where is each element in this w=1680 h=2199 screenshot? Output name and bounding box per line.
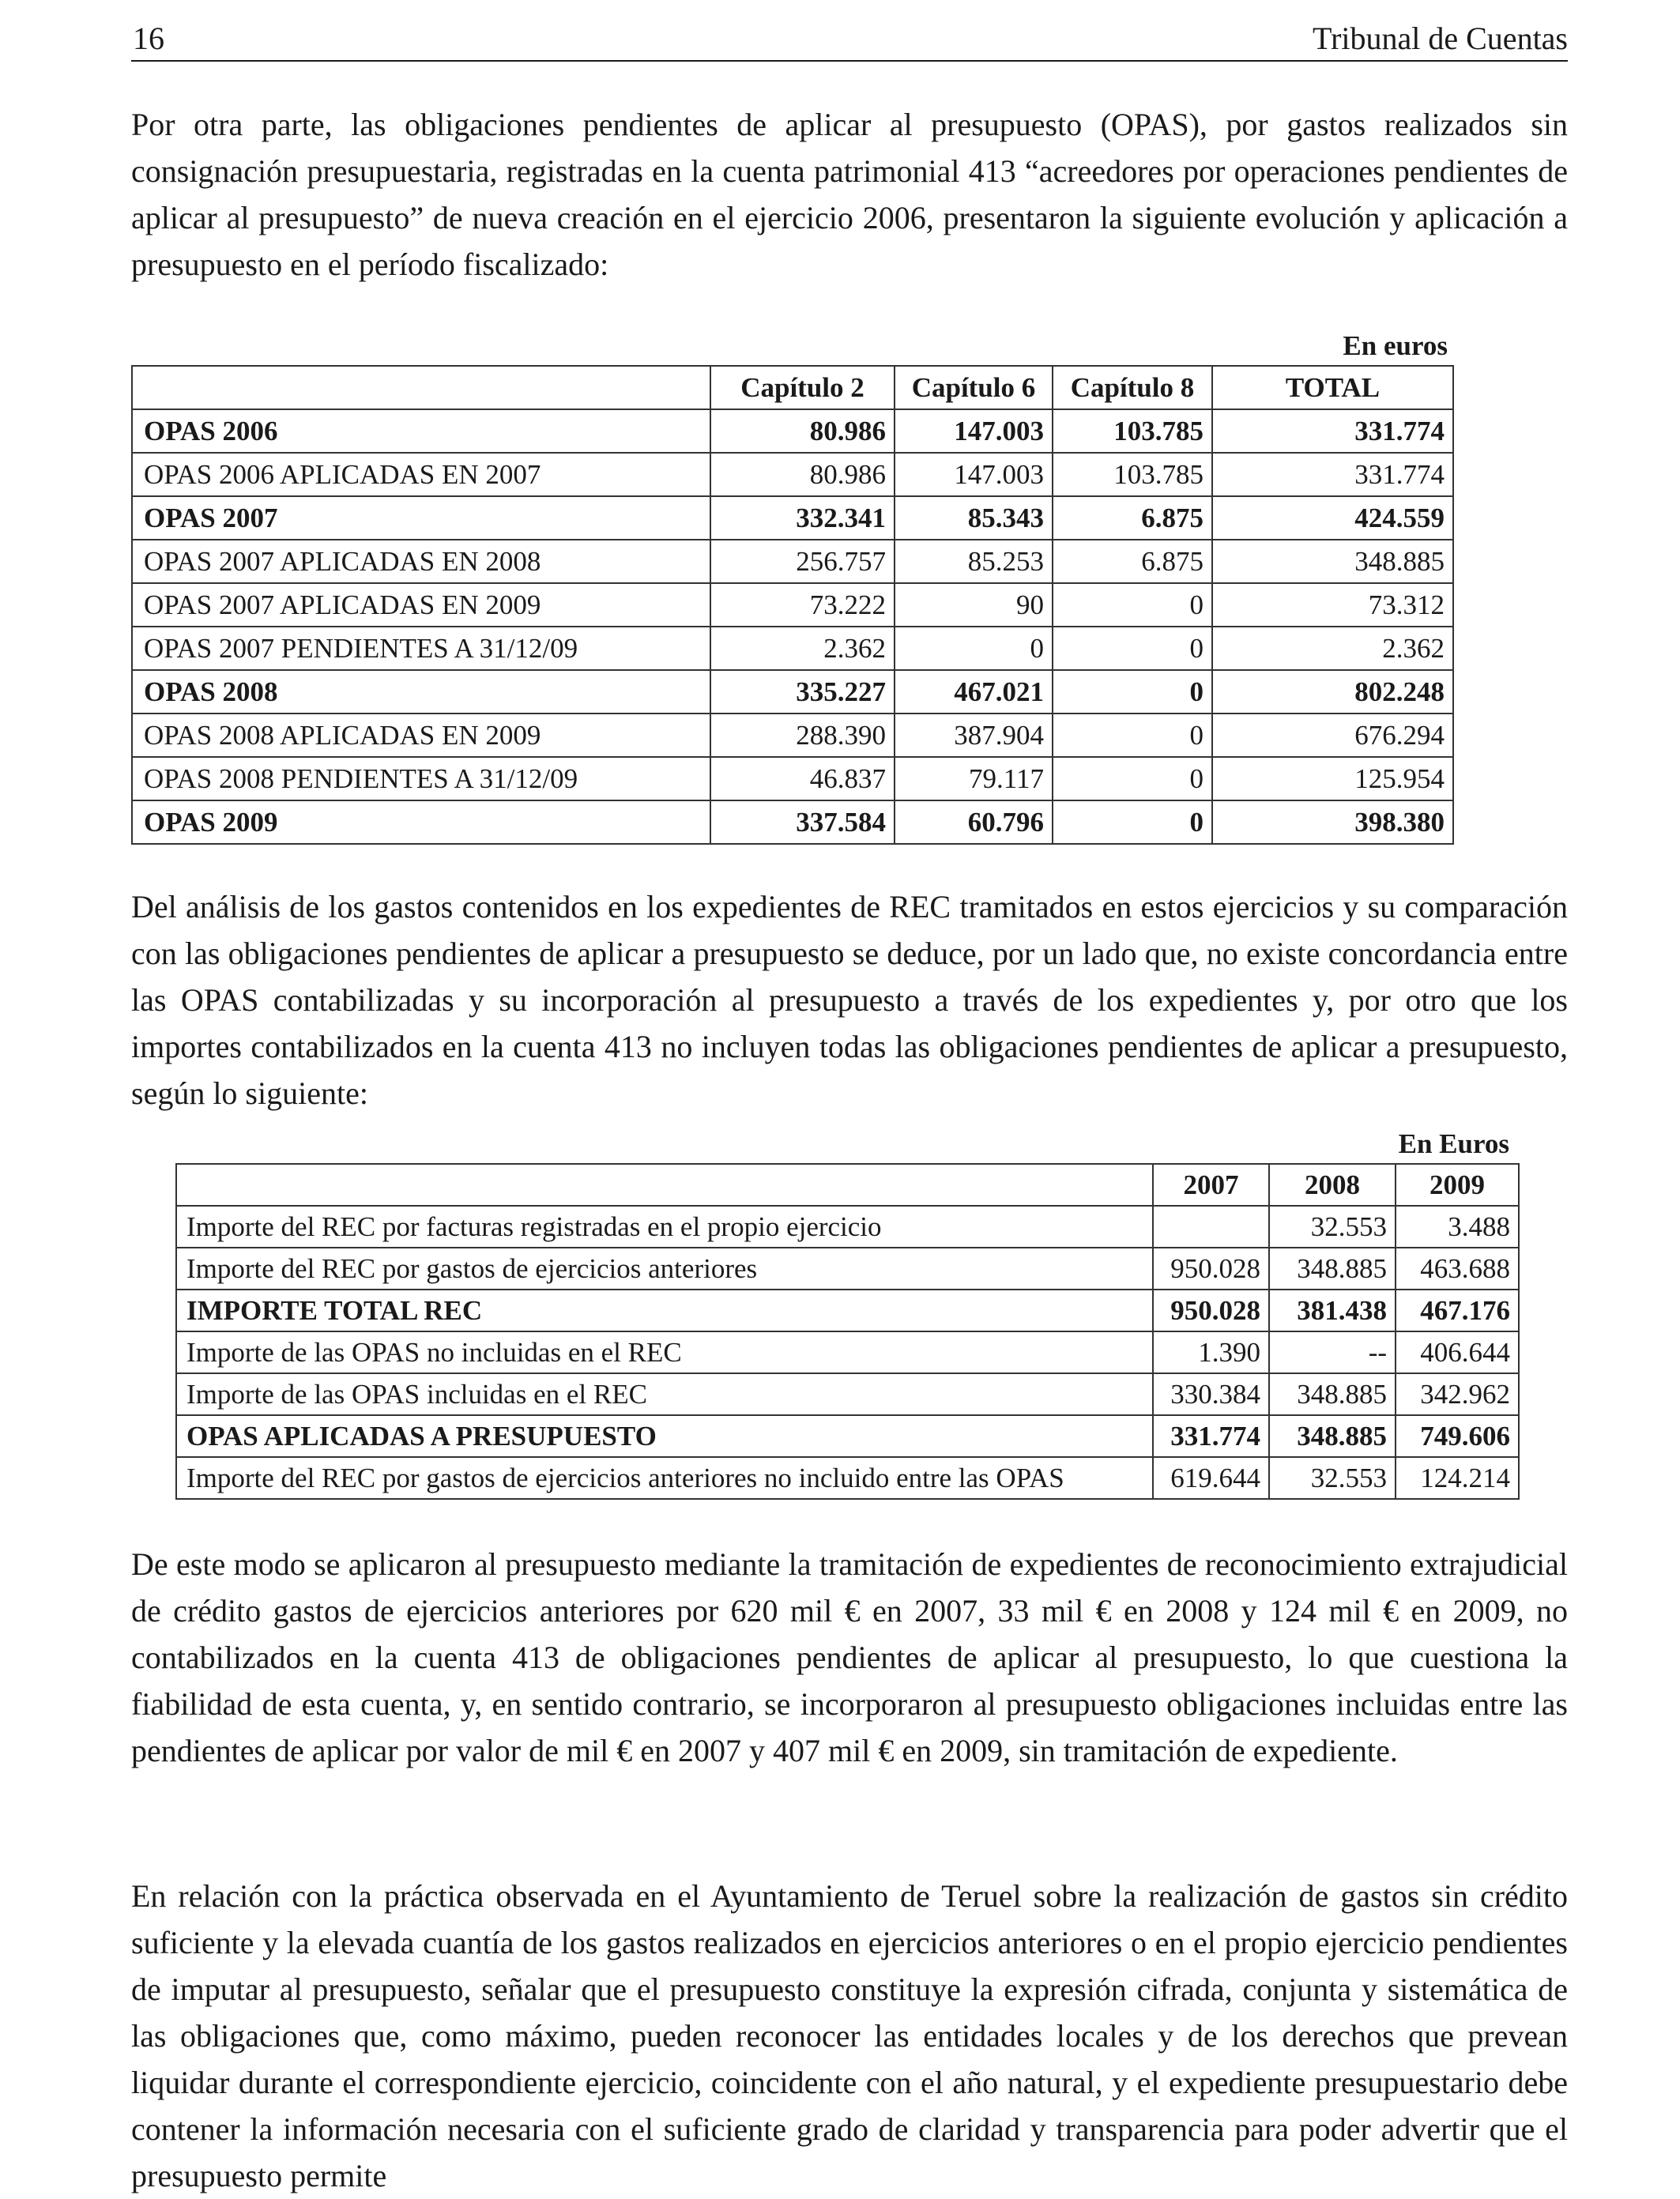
table1-row [132,714,1453,757]
value-cell: 32.553 [1269,1457,1396,1499]
value-cell: 147.003 [895,453,1053,496]
value-cell: 0 [1053,800,1212,844]
value-cell: 330.384 [1153,1373,1269,1415]
value-cell: 424.559 [1212,496,1453,540]
value-cell: 467.021 [895,670,1053,714]
value-cell [1153,1206,1269,1248]
value-cell: 387.904 [895,714,1053,757]
table1-row [132,453,1453,496]
table2-unit-label: En Euros [1398,1128,1509,1159]
table2-corner-cell [176,1164,1153,1206]
row-label: OPAS 2007 [132,496,710,540]
table1-body [132,409,1453,844]
table1-row [132,670,1453,714]
table2-row [176,1457,1519,1499]
row-label: OPAS 2009 [132,800,710,844]
value-cell: 60.796 [895,800,1053,844]
table2-row [176,1206,1519,1248]
value-cell: 467.176 [1396,1290,1519,1331]
value-cell: -- [1269,1331,1396,1373]
row-label: OPAS 2006 [132,409,710,453]
row-label: Importe del REC por facturas registradas en el propio ejercicio [176,1206,1153,1248]
value-cell: 147.003 [895,409,1053,453]
table1-corner-cell [132,366,710,409]
value-cell: 331.774 [1212,453,1453,496]
value-cell: 125.954 [1212,757,1453,800]
table1-col-header: Capítulo 8 [1053,366,1212,409]
table1-row [132,540,1453,583]
table2-row [176,1248,1519,1290]
value-cell: 0 [895,627,1053,670]
value-cell: 676.294 [1212,714,1453,757]
row-label: OPAS 2006 APLICADAS EN 2007 [132,453,710,496]
table1-col-header: TOTAL [1212,366,1453,409]
table2-col-header: 2007 [1153,1164,1269,1206]
value-cell: 348.885 [1269,1373,1396,1415]
header-title: Tribunal de Cuentas [1313,21,1568,56]
value-cell: 348.885 [1269,1415,1396,1457]
value-cell: 342.962 [1396,1373,1519,1415]
value-cell: 103.785 [1053,453,1212,496]
page-number: 16 [133,21,164,56]
page-header [131,17,1568,62]
value-cell: 0 [1053,583,1212,627]
value-cell: 256.757 [710,540,895,583]
table2-col-header: 2009 [1396,1164,1519,1206]
value-cell: 79.117 [895,757,1053,800]
table2-row [176,1290,1519,1331]
row-label: OPAS 2008 PENDIENTES A 31/12/09 [132,757,710,800]
value-cell: 3.488 [1396,1206,1519,1248]
value-cell: 802.248 [1212,670,1453,714]
rec-comparison-table [175,1163,1520,1500]
opas-evolution-table [131,365,1454,845]
row-label: OPAS 2007 PENDIENTES A 31/12/09 [132,627,710,670]
table1-row [132,800,1453,844]
value-cell: 124.214 [1396,1457,1519,1499]
value-cell: 381.438 [1269,1290,1396,1331]
row-label: OPAS APLICADAS A PRESUPUESTO [176,1415,1153,1457]
value-cell: 335.227 [710,670,895,714]
paragraph-rec-conclusion: De este modo se aplicaron al presupuesto mediante la tramitación de expedientes de reconocimiento extrajudicial de crédito gastos de ejercicios anteriores por 620 mil € en 2007, 33 mil € en 2008 y 124 mil € en 2009, no contabilizados en la cuenta 413 de obligaciones pendientes de aplicar al presupuesto, lo que cuestiona la fiabilidad de esta cuenta, y, en sentido contrario, se incorporaron al presupuesto obligaciones incluidas entre las pendientes de aplicar por valor de mil € en 2007 y 407 mil € en 2009, sin tramitación de expediente. [131,1546,1568,1768]
value-cell: 85.343 [895,496,1053,540]
table1-header-row [132,366,1453,409]
row-label: OPAS 2007 APLICADAS EN 2009 [132,583,710,627]
value-cell: 46.837 [710,757,895,800]
paragraph-rec-analysis: Del análisis de los gastos contenidos en los expedientes de REC tramitados en estos ejercicios y su comparación con las obligaciones pendientes de aplicar a presupuesto se deduce, por un lado que, no existe concordancia entre las OPAS contabilizadas y su incorporación al presupuesto a través de los expedientes y, por otro que los importes contabilizados en la cuenta 413 no incluyen todas las obligaciones pendientes de aplicar a presupuesto, según lo siguiente: [131,889,1568,1111]
table2-header-row [176,1164,1519,1206]
value-cell: 73.312 [1212,583,1453,627]
value-cell: 337.584 [710,800,895,844]
value-cell: 406.644 [1396,1331,1519,1373]
value-cell: 0 [1053,670,1212,714]
value-cell: 749.606 [1396,1415,1519,1457]
row-label: IMPORTE TOTAL REC [176,1290,1153,1331]
value-cell: 0 [1053,714,1212,757]
row-label: OPAS 2008 [132,670,710,714]
value-cell: 463.688 [1396,1248,1519,1290]
row-label: OPAS 2008 APLICADAS EN 2009 [132,714,710,757]
paragraph-budget-practice: En relación con la práctica observada en el Ayuntamiento de Teruel sobre la realización de gastos sin crédito suficiente y la elevada cuantía de los gastos realizados en ejercicios anteriores o en el propio ejercicio pendientes de imputar al presupuesto, señalar que el presupuesto constituye la expresión cifrada, conjunta y sistemática de las obligaciones que, como máximo, pueden reconocer las entidades locales y de los derechos que prevean liquidar durante el correspondiente ejercicio, coincidente con el año natural, y el expediente presupuestario debe contener la información necesaria con el suficiente grado de claridad y transparencia para poder advertir que el presupuesto permite [131,1878,1568,2193]
table1-col-header: Capítulo 6 [895,366,1053,409]
value-cell: 0 [1053,627,1212,670]
table1-row [132,583,1453,627]
value-cell: 73.222 [710,583,895,627]
value-cell: 90 [895,583,1053,627]
table1-row [132,496,1453,540]
value-cell: 331.774 [1212,409,1453,453]
value-cell: 2.362 [710,627,895,670]
table2-body [176,1206,1519,1499]
value-cell: 331.774 [1153,1415,1269,1457]
row-label: Importe de las OPAS no incluidas en el REC [176,1331,1153,1373]
row-label: Importe del REC por gastos de ejercicios anteriores [176,1248,1153,1290]
row-label: Importe de las OPAS incluidas en el REC [176,1373,1153,1415]
value-cell: 950.028 [1153,1290,1269,1331]
paragraph-opas-intro: Por otra parte, las obligaciones pendientes de aplicar al presupuesto (OPAS), por gastos realizados sin consignación presupuestaria, registradas en la cuenta patrimonial 413 “acreedores por operaciones pendientes de aplicar al presupuesto” de nueva creación en el ejercicio 2006, presentaron la siguiente evolución y aplicación a presupuesto en el período fiscalizado: [131,107,1568,282]
value-cell: 950.028 [1153,1248,1269,1290]
value-cell: 398.380 [1212,800,1453,844]
value-cell: 348.885 [1269,1248,1396,1290]
value-cell: 348.885 [1212,540,1453,583]
value-cell: 2.362 [1212,627,1453,670]
value-cell: 103.785 [1053,409,1212,453]
table1-col-header: Capítulo 2 [710,366,895,409]
value-cell: 1.390 [1153,1331,1269,1373]
value-cell: 288.390 [710,714,895,757]
table1-row [132,757,1453,800]
value-cell: 332.341 [710,496,895,540]
value-cell: 619.644 [1153,1457,1269,1499]
value-cell: 6.875 [1053,496,1212,540]
value-cell: 85.253 [895,540,1053,583]
value-cell: 6.875 [1053,540,1212,583]
table2-row [176,1415,1519,1457]
table2-row [176,1373,1519,1415]
value-cell: 0 [1053,757,1212,800]
table1-row [132,627,1453,670]
value-cell: 80.986 [710,409,895,453]
table2-row [176,1331,1519,1373]
table1-unit-label: En euros [1343,330,1448,361]
row-label: OPAS 2007 APLICADAS EN 2008 [132,540,710,583]
table1-row [132,409,1453,453]
row-label: Importe del REC por gastos de ejercicios anteriores no incluido entre las OPAS [176,1457,1153,1499]
value-cell: 32.553 [1269,1206,1396,1248]
value-cell: 80.986 [710,453,895,496]
table2-col-header: 2008 [1269,1164,1396,1206]
